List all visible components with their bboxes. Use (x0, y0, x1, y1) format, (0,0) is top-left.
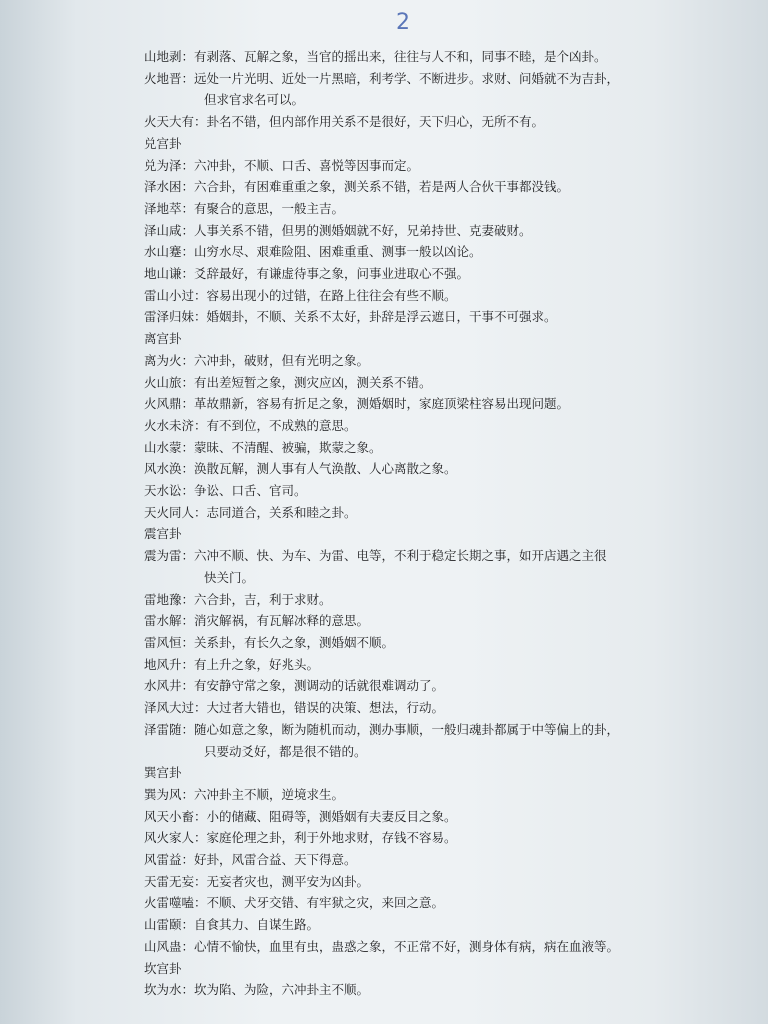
hexagram-entry: 火天大有：卦名不错，但内部作用关系不是很好，天下归心，无所不有。 (144, 114, 545, 130)
hexagram-entry: 兑为泽：六冲卦，不顺、口舌、喜悦等因事而定。 (144, 157, 420, 173)
hexagram-entry: 泽地萃：有聚合的意思，一般主吉。 (144, 200, 345, 216)
continuation-line: 但求官求名可以。 (204, 92, 305, 108)
hexagram-entry: 雷泽归妹：婚姻卦，不顺、关系不太好，卦辞是浮云遮日，干事不可强求。 (144, 309, 557, 325)
hexagram-entry: 火山旅：有出差短暂之象，测灾应凶，测关系不错。 (144, 374, 432, 390)
continuation-line: 只要动爻好，都是很不错的。 (204, 743, 367, 759)
hexagram-entry: 泽山咸：人事关系不错，但男的测婚姻就不好，兄弟持世、克妻破财。 (144, 222, 532, 238)
section-heading: 震宫卦 (144, 526, 182, 542)
hexagram-entry: 山地剥：有剥落、瓦解之象，当官的摇出来，往往与人不和，同事不睦，是个凶卦。 (144, 49, 607, 64)
continuation-line: 快关门。 (204, 569, 255, 585)
hexagram-entry: 坎为水：坎为陷、为险，六冲卦主不顺。 (144, 982, 370, 998)
hexagram-entry: 泽风大过：大过者大错也，错误的决策、想法，行动。 (144, 700, 445, 716)
hexagram-entry: 震为雷：六冲不顺、快、为车、为雷、电等，不利于稳定长期之事，如开店遇之主很 (144, 548, 607, 564)
hexagram-entry: 火水未济：有不到位，不成熟的意思。 (144, 417, 357, 433)
hexagram-entry: 泽雷随：随心如意之象，断为随机而动，测办事顺，一般归魂卦都属于中等偏上的卦， (144, 721, 620, 737)
hexagram-entry: 天水讼：争讼、口舌、官司。 (144, 483, 307, 499)
hexagram-entry: 离为火：六冲卦，破财，但有光明之象。 (144, 352, 370, 368)
hexagram-entry: 山风蛊：心情不愉快，血里有虫，蛊惑之象，不正常不好，测身体有病，病在血液等。 (144, 938, 620, 954)
hexagram-entry: 天雷无妄：无妄者灾也，测平安为凶卦。 (144, 873, 370, 889)
hexagram-entry: 雷风恒：关系卦，有长久之象，测婚姻不顺。 (144, 634, 395, 650)
hexagram-entry: 巽为风：六冲卦主不顺，逆境求生。 (144, 786, 345, 802)
hexagram-entry: 泽水困：六合卦，有困难重重之象，测关系不错，若是两人合伙干事都没钱。 (144, 179, 570, 195)
hexagram-entry: 山水蒙：蒙昧、不清醒、被骗，欺蒙之象。 (144, 439, 382, 455)
hexagram-entry: 雷山小过：容易出现小的过错，在路上往往会有些不顺。 (144, 287, 457, 303)
hexagram-entry: 雷水解：消灾解祸，有瓦解冰释的意思。 (144, 613, 370, 629)
hexagram-entry: 风雷益：好卦，风雷合益、天下得意。 (144, 852, 357, 868)
hexagram-entry: 地山谦：爻辞最好，有谦虚待事之象，问事业进取心不强。 (144, 266, 470, 282)
hexagram-entry: 火风鼎：革故鼎新，容易有折足之象，测婚姻时，家庭顶梁柱容易出现问题。 (144, 396, 570, 412)
hexagram-entry: 山雷颐：自食其力、自谋生路。 (144, 917, 320, 933)
hexagram-entry: 火雷噬嗑：不顺、犬牙交错、有牢狱之灾，来回之意。 (144, 895, 445, 911)
section-heading: 巽宫卦 (144, 765, 182, 781)
hexagram-entry: 地风升：有上升之象，好兆头。 (144, 656, 320, 672)
hexagram-entry: 水山蹇：山穷水尽、艰难险阻、困难重重、测事一般以凶论。 (144, 244, 482, 260)
hexagram-entry: 水风井：有安静守常之象，测调动的话就很难调动了。 (144, 678, 445, 694)
section-heading: 兑宫卦 (144, 135, 182, 151)
section-heading: 坎宫卦 (144, 960, 182, 976)
hexagram-entry: 雷地豫：六合卦，吉，利于求财。 (144, 591, 332, 607)
section-heading: 离宫卦 (144, 331, 182, 347)
hexagram-entry: 天火同人：志同道合，关系和睦之卦。 (144, 504, 357, 520)
hexagram-entry: 火地晋：远处一片光明、近处一片黑暗，利考学、不断进步。求财、问婚就不为吉卦， (144, 70, 620, 86)
hexagram-entry: 风火家人：家庭伦理之卦，利于外地求财，存钱不容易。 (144, 830, 457, 846)
hexagram-entry: 风水涣：涣散瓦解，测人事有人气涣散、人心离散之象。 (144, 461, 457, 477)
hexagram-entry: 风天小畜：小的储藏、阻碍等，测婚姻有夫妻反目之象。 (144, 808, 457, 824)
document-body (144, 46, 724, 1001)
page-number: 2 (396, 10, 410, 35)
